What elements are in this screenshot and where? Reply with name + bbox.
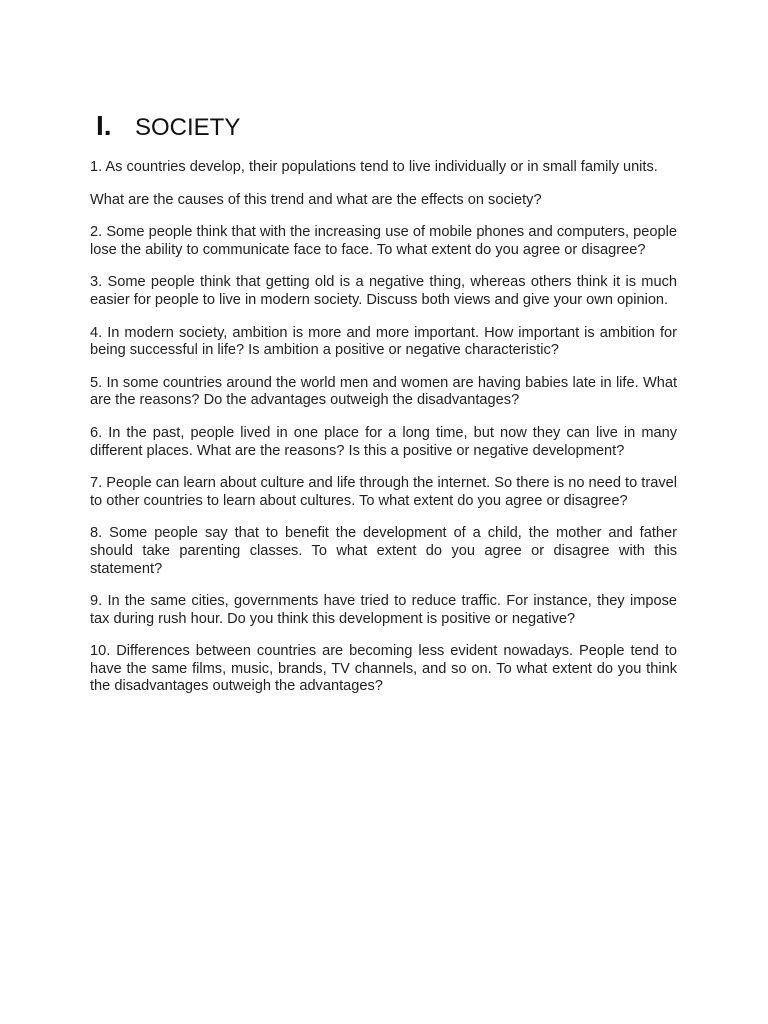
topic-paragraph-7: 7. People can learn about culture and life through the internet. So there is no need to travel to other countries to learn about cultures. To what extent do you agree or disagree? — [90, 475, 677, 509]
topic-paragraph-9: 9. In the same cities, governments have tried to reduce traffic. For instance, they impose tax during rush hour. Do you think this development is positive or negative? — [90, 593, 677, 627]
essay-topics — [90, 159, 677, 711]
section-number: I. — [96, 110, 112, 141]
section-heading — [96, 110, 240, 142]
topic-paragraph-2: 2. Some people think that with the increasing use of mobile phones and computers, people lose the ability to communicate face to face. To what extent do you agree or disagree? — [90, 224, 677, 258]
topic-paragraph-1: 1. As countries develop, their populations tend to live individually or in small family units. — [90, 159, 658, 175]
topic-paragraph-6: 6. In the past, people lived in one place for a long time, but now they can live in many different places. What are the reasons? Is this a positive or negative development? — [90, 424, 677, 459]
topic-paragraph-3: 3. Some people think that getting old is a negative thing, whereas others think it is much easier for people to live in modern society. Discuss both views and give your own opinion. — [90, 274, 677, 308]
topic-paragraph-5: 5. In some countries around the world men and women are having babies late in life. What are the reasons? Do the advantages outweigh the disadvantages? — [90, 374, 677, 409]
topic-paragraph-10: 10. Differences between countries are becoming less evident nowadays. People tend to have the same films, music, brands, TV channels, and so on. To what extent do you think the disadvantages outweigh the advantages? — [90, 643, 677, 695]
topic-paragraph-4: 4. In modern society, ambition is more and more important. How important is ambition for being successful in life? Is ambition a positive or negative characteristic? — [90, 324, 677, 359]
section-title: SOCIETY — [135, 114, 241, 141]
topic-paragraph-1-question: What are the causes of this trend and what are the effects on society? — [90, 191, 542, 208]
topic-paragraph-8: 8. Some people say that to benefit the development of a child, the mother and father should take parenting classes. To what extent do you agree or disagree with this statement? — [90, 525, 677, 577]
